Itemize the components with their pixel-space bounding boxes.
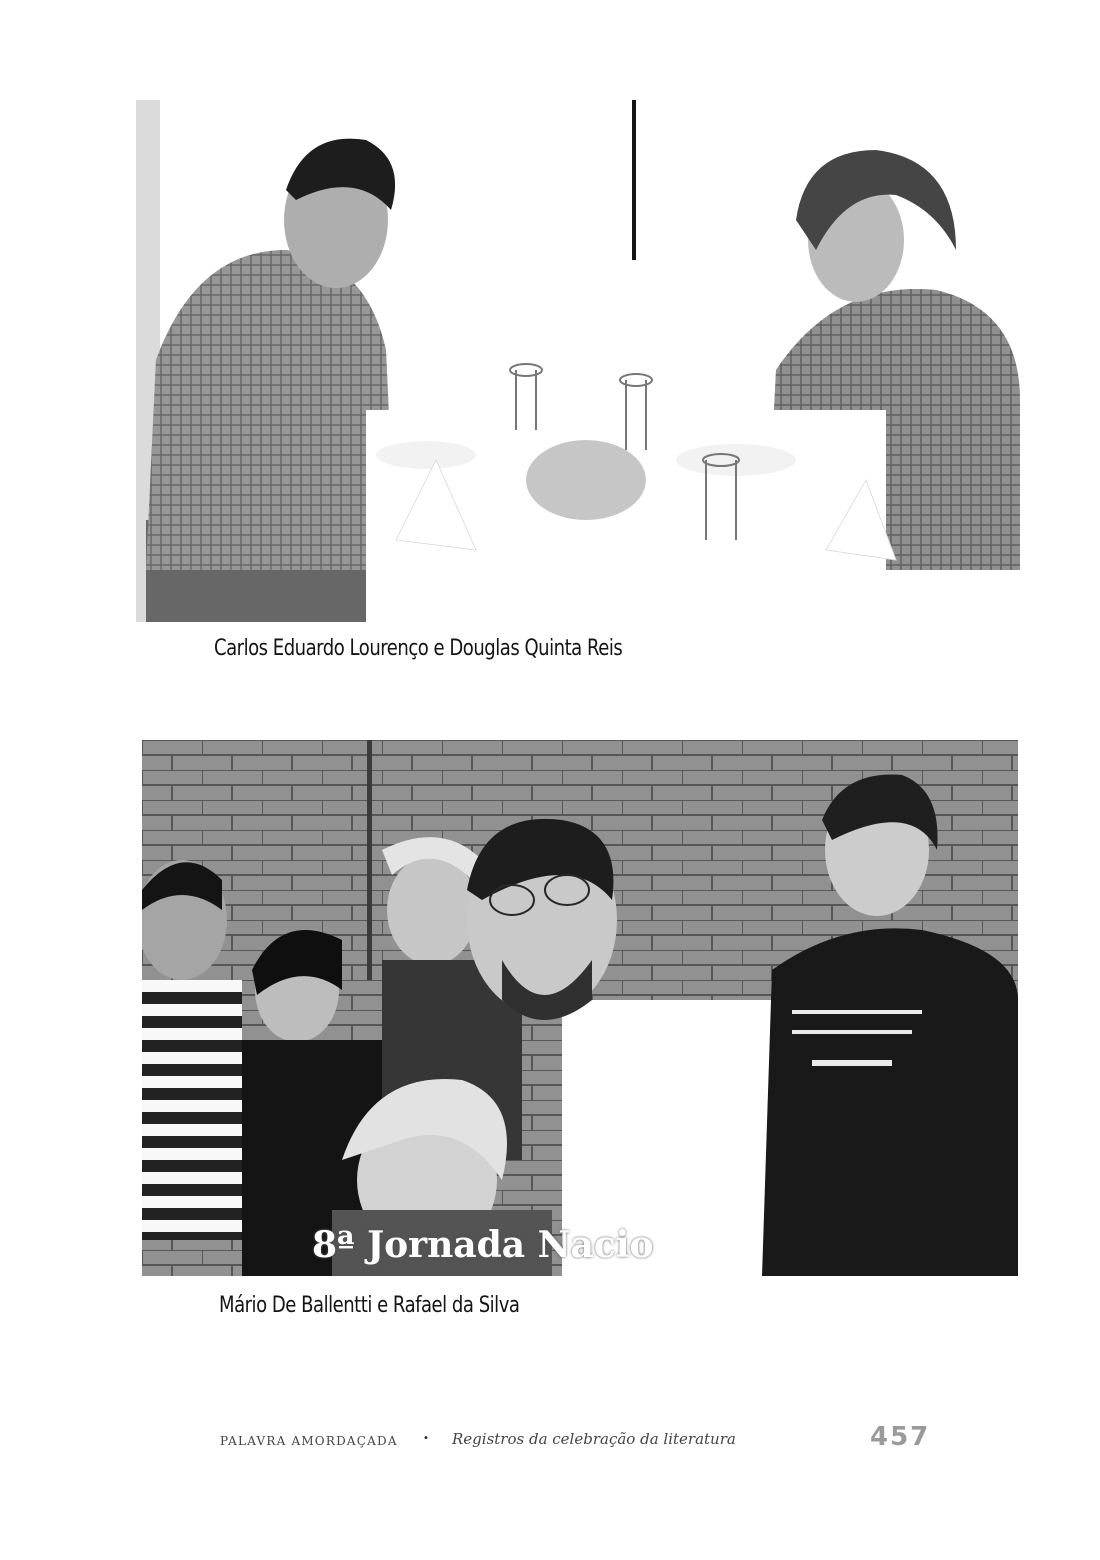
photo-group (142, 740, 1018, 1276)
photo-overlay-text: 8ª Jornada Nacio (312, 1224, 654, 1266)
photo-dinner-table (136, 100, 1020, 622)
footer-subtitle: Registros da celebração da literatura (452, 1430, 736, 1448)
photo-caption-1: Carlos Eduardo Lourenço e Douglas Quinta Reis (214, 636, 623, 661)
footer-separator: • (423, 1433, 429, 1444)
page-number: 457 (870, 1422, 931, 1452)
photo-caption-2: Mário De Ballentti e Rafael da Silva (219, 1293, 520, 1318)
footer-publication-title: PALAVRA AMORDAÇADA (220, 1434, 398, 1448)
